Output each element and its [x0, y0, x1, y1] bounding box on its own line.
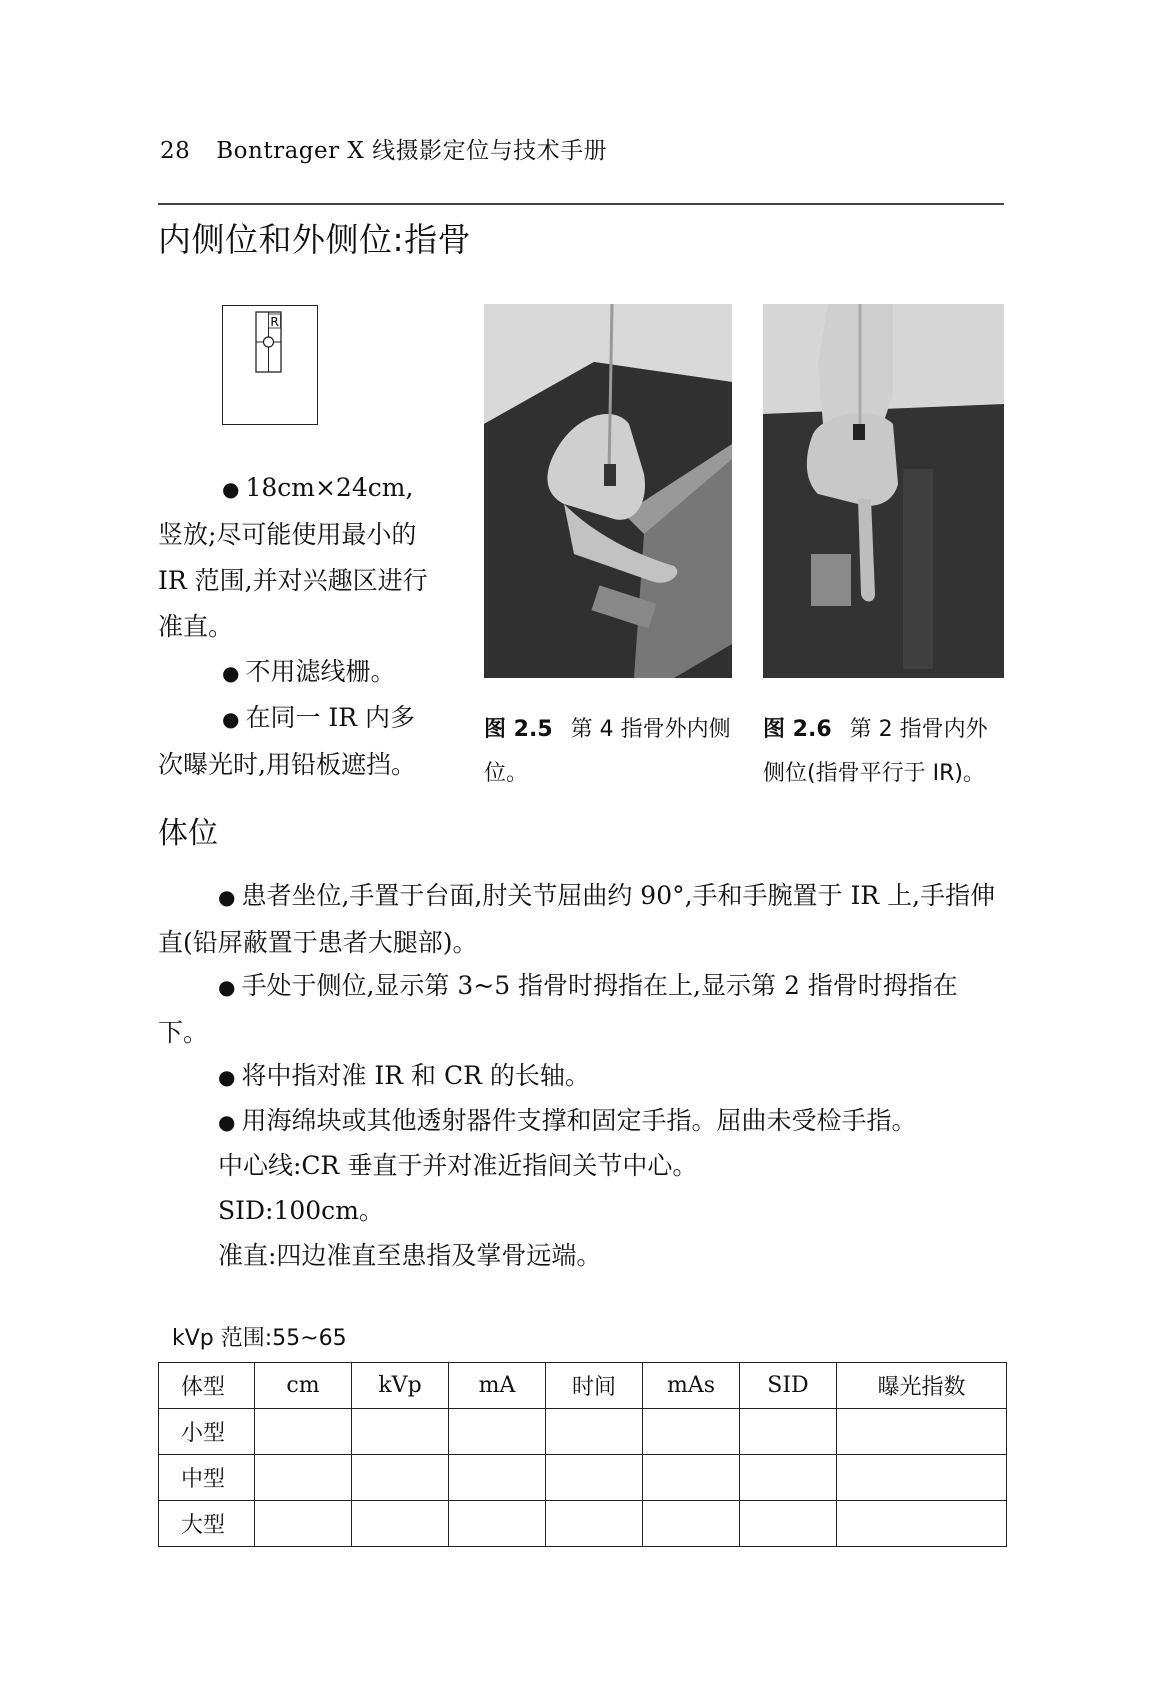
col-kvp: kVp: [352, 1363, 449, 1409]
kvp-range: kVp 范围:55~65: [172, 1326, 347, 1351]
table-row: [159, 1409, 1007, 1455]
cell[interactable]: [449, 1501, 546, 1547]
table-header-row: [159, 1363, 1007, 1409]
ir-orientation-icon: [222, 305, 318, 425]
note-no-grid: ● 不用滤线栅。: [222, 657, 396, 686]
col-cm: cm: [255, 1363, 352, 1409]
bullet-icon: ●: [218, 1065, 236, 1089]
cell[interactable]: [255, 1501, 352, 1547]
section-heading-positioning: 体位: [158, 816, 218, 851]
col-ma: mA: [449, 1363, 546, 1409]
collimation-text: 准直:四边准直至患指及掌骨远端。: [218, 1241, 602, 1270]
figure-2-5-caption: 图 2.5 第 4 指骨外内侧位。: [484, 717, 731, 786]
figure-2-6-caption: 图 2.6 第 2 指骨内外侧位(指骨平行于 IR)。: [763, 717, 988, 786]
central-ray-text: 中心线:CR 垂直于并对准近指间关节中心。: [218, 1151, 698, 1180]
cell[interactable]: [546, 1501, 643, 1547]
book-title: Bontrager X 线摄影定位与技术手册: [216, 138, 608, 164]
cell[interactable]: [255, 1409, 352, 1455]
bullet-icon: ●: [218, 1110, 236, 1134]
cell[interactable]: [740, 1455, 837, 1501]
cell[interactable]: [837, 1501, 1007, 1547]
table-row: [159, 1501, 1007, 1547]
header-rule: [158, 203, 1004, 205]
bullet-icon: ●: [222, 661, 240, 685]
cell[interactable]: [546, 1455, 643, 1501]
col-sid: SID: [740, 1363, 837, 1409]
positioning-item-3: ● 将中指对准 IR 和 CR 的长轴。: [218, 1061, 590, 1090]
cell[interactable]: [643, 1409, 740, 1455]
figure-number: 图 2.5: [484, 717, 553, 742]
figure-number: 图 2.6: [763, 717, 832, 742]
cell[interactable]: [352, 1455, 449, 1501]
bullet-icon: ●: [222, 707, 240, 731]
cell[interactable]: [740, 1409, 837, 1455]
cell[interactable]: [643, 1455, 740, 1501]
bullet-icon: ●: [218, 975, 236, 999]
running-header: [160, 132, 607, 165]
row-label: 中型: [159, 1455, 255, 1501]
col-mas: mAs: [643, 1363, 740, 1409]
positioning-item-1: ● 患者坐位,手置于台面,肘关节屈曲约 90°,手和手腕置于 IR 上,手指伸直(铅屏蔽置于患者大腿部)。: [158, 881, 996, 957]
row-label: 小型: [159, 1409, 255, 1455]
note-ir-size: ● 18cm×24cm,竖放;尽可能使用最小的 IR 范围,并对兴趣区进行准直。: [158, 473, 428, 641]
ir-diagram-icon: [223, 306, 316, 423]
cell[interactable]: [837, 1409, 1007, 1455]
positioning-item-2: ● 手处于侧位,显示第 3~5 指骨时拇指在上,显示第 2 指骨时拇指在下。: [158, 971, 958, 1047]
figure-2-6-photo: [763, 304, 1004, 678]
cell[interactable]: [449, 1409, 546, 1455]
table-row: [159, 1455, 1007, 1501]
bullet-icon: ●: [218, 885, 236, 909]
col-time: 时间: [546, 1363, 643, 1409]
cell[interactable]: [546, 1409, 643, 1455]
ir-marker-label: R: [270, 315, 279, 329]
cell[interactable]: [740, 1501, 837, 1547]
cell[interactable]: [352, 1409, 449, 1455]
figure-2-5-photo: [484, 304, 732, 678]
cell[interactable]: [255, 1455, 352, 1501]
positioning-item-4: ● 用海绵块或其他透射器件支撑和固定手指。屈曲未受检手指。: [218, 1106, 917, 1135]
note-lead-mask: ● 在同一 IR 内多次曝光时,用铅板遮挡。: [158, 703, 416, 779]
cell[interactable]: [352, 1501, 449, 1547]
exposure-table: [158, 1362, 1007, 1547]
col-body-type: 体型: [159, 1363, 255, 1409]
sid-text: SID:100cm。: [218, 1196, 384, 1225]
page-number: 28: [160, 138, 191, 164]
cell[interactable]: [837, 1455, 1007, 1501]
page-title: 内侧位和外侧位:指骨: [158, 220, 472, 259]
cell[interactable]: [449, 1455, 546, 1501]
bullet-icon: ●: [222, 477, 240, 501]
col-exposure-index: 曝光指数: [837, 1363, 1007, 1409]
cell[interactable]: [643, 1501, 740, 1547]
row-label: 大型: [159, 1501, 255, 1547]
